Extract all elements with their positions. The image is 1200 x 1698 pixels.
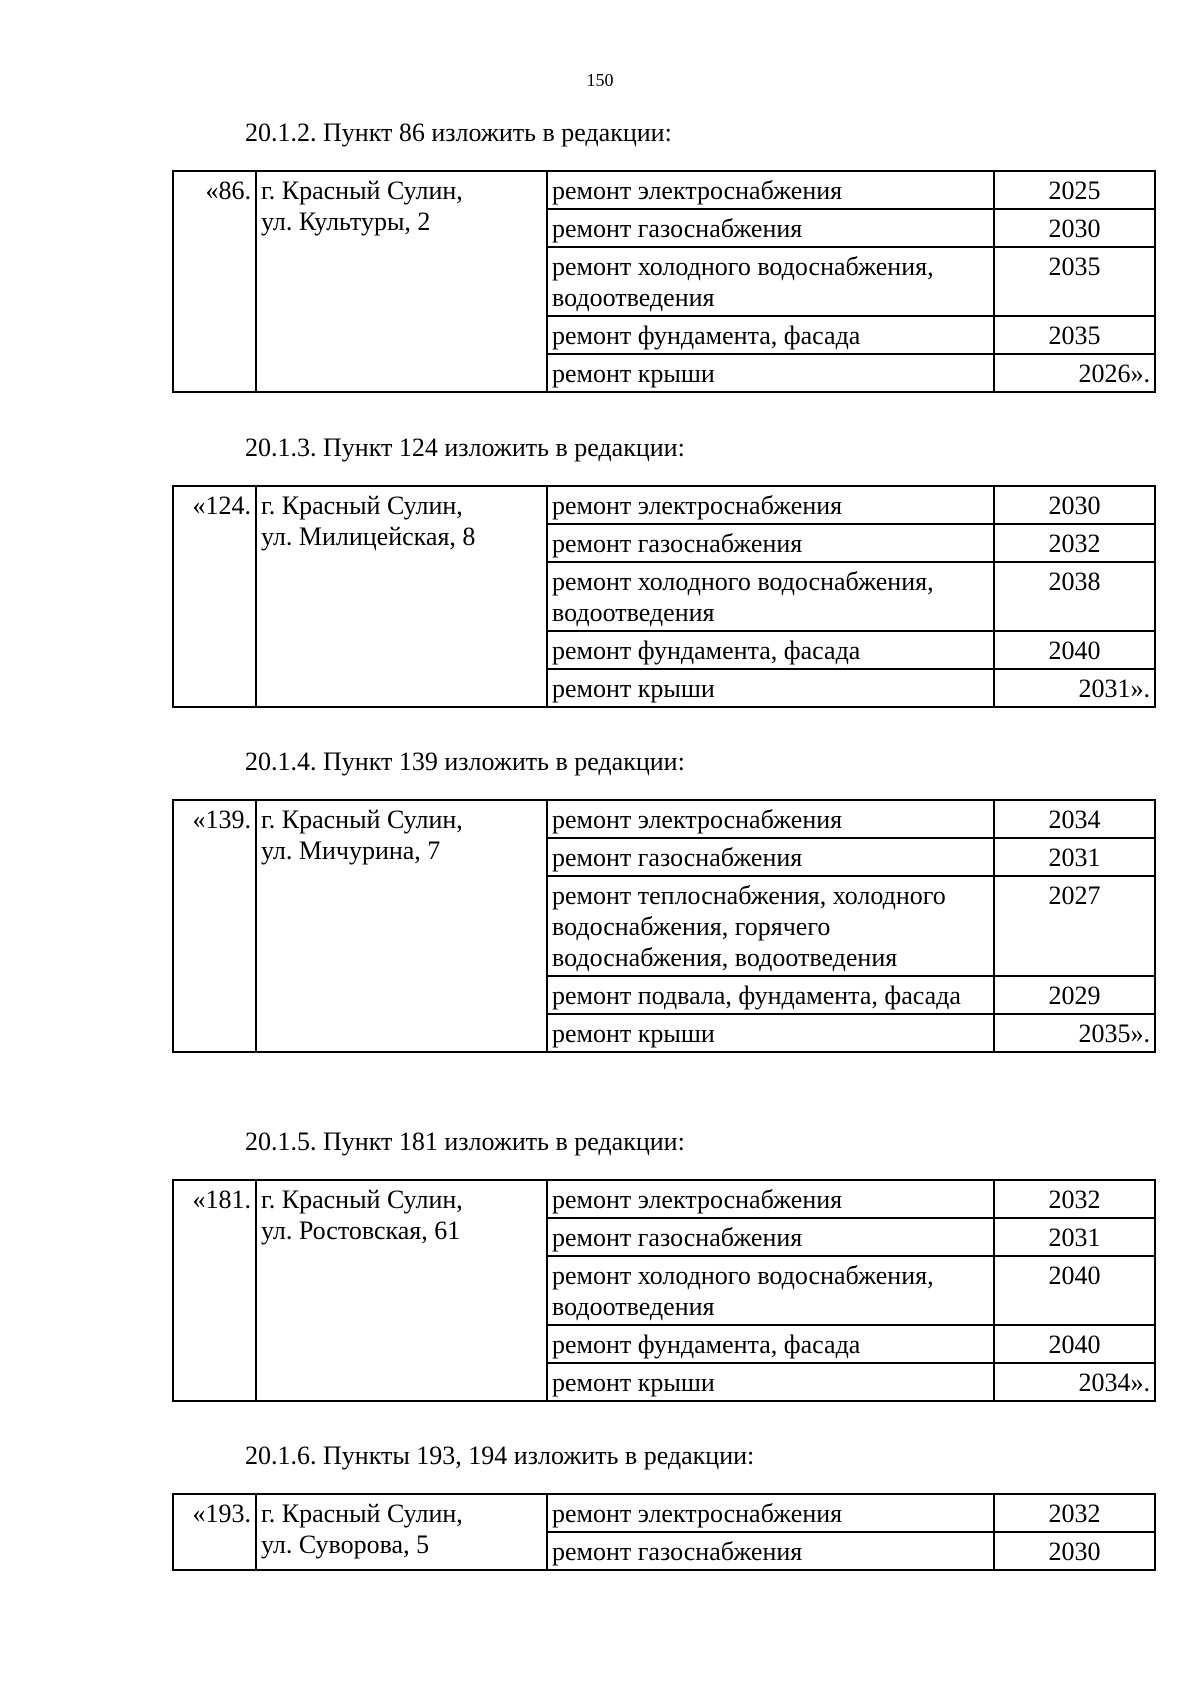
work-name: ремонт крыши	[547, 1014, 994, 1052]
section-heading: 20.1.6. Пункты 193, 194 изложить в редакции:	[245, 1441, 755, 1470]
work-year: 2034	[994, 800, 1155, 838]
work-year: 2031	[994, 1218, 1155, 1256]
work-name: ремонт фундамента, фасада	[547, 1325, 994, 1363]
address-cell	[256, 800, 547, 1052]
work-year: 2038	[994, 562, 1155, 631]
work-name: ремонт холодного водоснабжения, водоотведения	[547, 562, 994, 631]
work-name: ремонт крыши	[547, 354, 994, 392]
address-street: ул. Милицейская, 8	[261, 522, 476, 551]
work-name: ремонт электроснабжения	[547, 1180, 994, 1218]
work-name: ремонт электроснабжения	[547, 1494, 994, 1532]
work-name: ремонт электроснабжения	[547, 486, 994, 524]
address-street: ул. Ростовская, 61	[261, 1216, 461, 1245]
item-number: «124.	[173, 486, 256, 707]
amendment-table	[172, 1493, 1156, 1571]
work-year: 2031».	[994, 669, 1155, 707]
work-year: 2035».	[994, 1014, 1155, 1052]
item-number: «139.	[173, 800, 256, 1052]
address-street: ул. Суворова, 5	[261, 1530, 430, 1559]
address-city: г. Красный Сулин,	[261, 491, 463, 520]
work-name: ремонт подвала, фундамента, фасада	[547, 976, 994, 1014]
work-year: 2032	[994, 524, 1155, 562]
table-row	[173, 1180, 1155, 1218]
work-name: ремонт холодного водоснабжения, водоотведения	[547, 247, 994, 316]
work-year: 2040	[994, 1256, 1155, 1325]
work-name: ремонт газоснабжения	[547, 1218, 994, 1256]
work-year: 2040	[994, 1325, 1155, 1363]
work-name: ремонт электроснабжения	[547, 171, 994, 209]
section-heading: 20.1.4. Пункт 139 изложить в редакции:	[245, 747, 685, 776]
amendment-table	[172, 485, 1156, 708]
work-name: ремонт крыши	[547, 1363, 994, 1401]
work-name: ремонт газоснабжения	[547, 838, 994, 876]
item-number: «181.	[173, 1180, 256, 1401]
address-city: г. Красный Сулин,	[261, 805, 463, 834]
work-year: 2034».	[994, 1363, 1155, 1401]
address-city: г. Красный Сулин,	[261, 176, 463, 205]
work-year: 2032	[994, 1180, 1155, 1218]
amendment-table	[172, 799, 1156, 1053]
work-year: 2040	[994, 631, 1155, 669]
work-name: ремонт газоснабжения	[547, 1532, 994, 1570]
address-cell	[256, 1180, 547, 1401]
address-street: ул. Культуры, 2	[261, 207, 431, 236]
work-name: ремонт холодного водоснабжения, водоотведения	[547, 1256, 994, 1325]
work-year: 2025	[994, 171, 1155, 209]
amendment-table	[172, 170, 1156, 393]
table-row	[173, 800, 1155, 838]
table-row	[173, 1494, 1155, 1532]
section-heading: 20.1.2. Пункт 86 изложить в редакции:	[245, 118, 672, 147]
item-number: «86.	[173, 171, 256, 392]
work-name: ремонт газоснабжения	[547, 524, 994, 562]
address-cell	[256, 171, 547, 392]
work-year: 2030	[994, 486, 1155, 524]
section-heading: 20.1.5. Пункт 181 изложить в редакции:	[245, 1127, 685, 1156]
address-street: ул. Мичурина, 7	[261, 836, 441, 865]
address-cell	[256, 1494, 547, 1570]
work-name: ремонт электроснабжения	[547, 800, 994, 838]
table-row	[173, 486, 1155, 524]
address-cell	[256, 486, 547, 707]
work-name: ремонт теплоснабжения, холодного водоснабжения, горячего водоснабжения, водоотведения	[547, 876, 994, 976]
work-year: 2035	[994, 316, 1155, 354]
work-year: 2030	[994, 1532, 1155, 1570]
work-year: 2027	[994, 876, 1155, 976]
work-year: 2035	[994, 247, 1155, 316]
work-name: ремонт фундамента, фасада	[547, 631, 994, 669]
work-year: 2031	[994, 838, 1155, 876]
address-city: г. Красный Сулин,	[261, 1499, 463, 1528]
work-name: ремонт газоснабжения	[547, 209, 994, 247]
item-number: «193.	[173, 1494, 256, 1570]
amendment-table	[172, 1179, 1156, 1402]
work-year: 2026».	[994, 354, 1155, 392]
address-city: г. Красный Сулин,	[261, 1185, 463, 1214]
work-year: 2032	[994, 1494, 1155, 1532]
work-year: 2029	[994, 976, 1155, 1014]
work-name: ремонт крыши	[547, 669, 994, 707]
work-year: 2030	[994, 209, 1155, 247]
table-row	[173, 171, 1155, 209]
work-name: ремонт фундамента, фасада	[547, 316, 994, 354]
section-heading: 20.1.3. Пункт 124 изложить в редакции:	[245, 433, 685, 462]
page-number: 150	[586, 70, 614, 90]
